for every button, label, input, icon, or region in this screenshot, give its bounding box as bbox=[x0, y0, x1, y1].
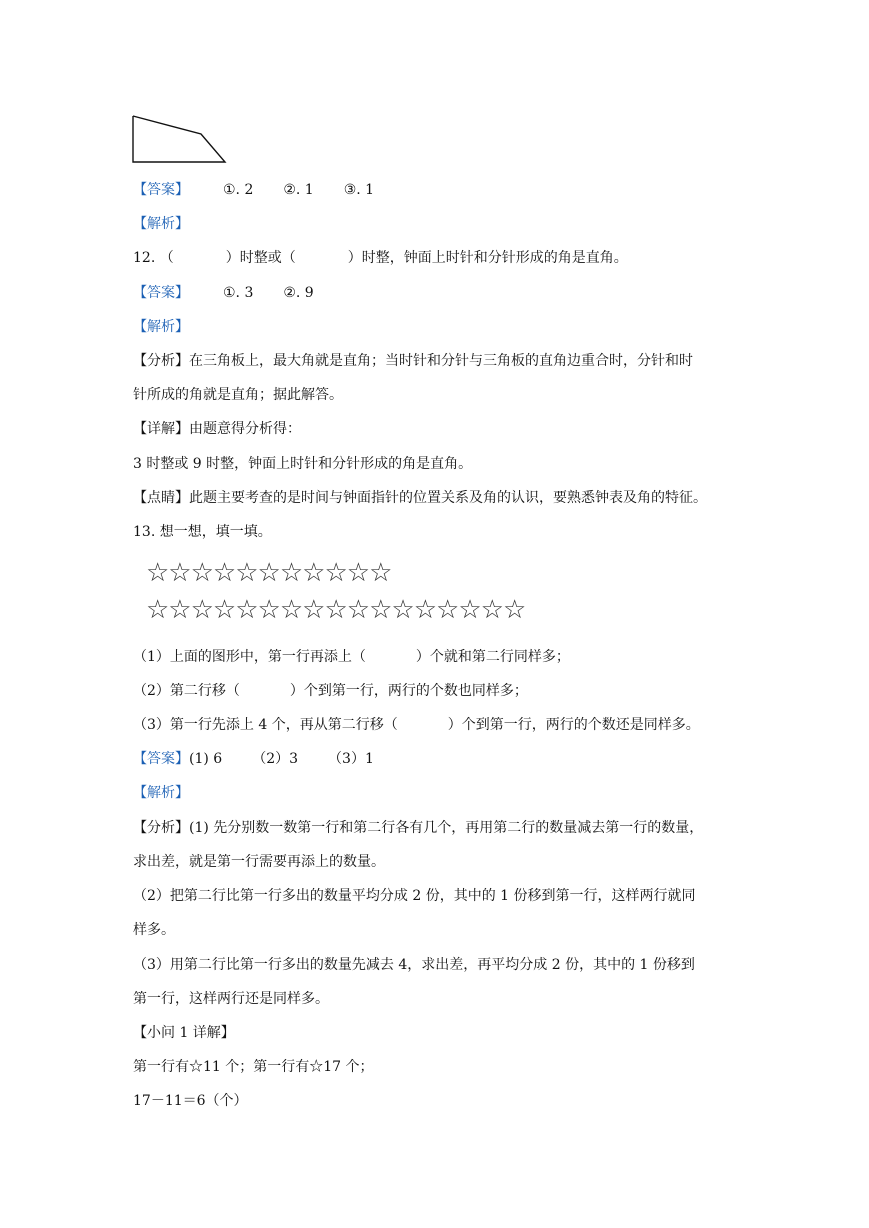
answer-tag: 【答案】 bbox=[133, 751, 189, 767]
q13-fenxi-1a: 【分析】(1) 先分别数一数第一行和第二行各有几个，再用第二行的数量减去第一行的数量， bbox=[133, 820, 704, 836]
q13-count: 第一行有☆11 个；第一行有☆17 个； bbox=[133, 1059, 374, 1075]
q13-sub2: （2）第二行移（ ）个到第一行，两行的个数也同样多； bbox=[133, 683, 528, 699]
answer-2: ②. 1 bbox=[283, 182, 314, 198]
answer-tag: 【答案】 bbox=[133, 182, 189, 198]
q13-sub3: （3）第一行先添上 4 个，再从第二行移（ ）个到第一行，两行的个数还是同样多。 bbox=[133, 717, 700, 733]
q13-fenxi-1b: 求出差，就是第一行需要再添上的数量。 bbox=[133, 854, 385, 870]
answer-1: (1) 6 bbox=[189, 751, 223, 767]
answer-2: （2）3 bbox=[252, 751, 299, 767]
q13-fenxi-2a: （2）把第二行比第一行多出的数量平均分成 2 份，其中的 1 份移到第一行，这样两行就同 bbox=[133, 888, 696, 904]
star-row-2: ☆☆☆☆☆☆☆☆☆☆☆☆☆☆☆☆☆ bbox=[146, 595, 526, 625]
star-row-1: ☆☆☆☆☆☆☆☆☆☆☆ bbox=[146, 558, 392, 588]
q13-calc: 17－11＝6（个） bbox=[133, 1093, 248, 1109]
q13-analysis-tag: 【解析】 bbox=[133, 785, 189, 801]
q12-result: 3 时整或 9 时整，钟面上时针和分针形成的角是直角。 bbox=[133, 456, 473, 472]
q12-fenxi-2: 针所成的角就是直角；据此解答。 bbox=[133, 387, 343, 403]
answer-2: ②. 9 bbox=[283, 285, 314, 301]
trapezoid-figure bbox=[131, 114, 231, 166]
answer-3: ③. 1 bbox=[343, 182, 375, 198]
answer-3: （3）1 bbox=[328, 751, 374, 767]
answer-1: ①. 3 bbox=[223, 285, 254, 301]
answer-1: ①. 2 bbox=[223, 182, 254, 198]
q11-answer-line bbox=[133, 180, 374, 200]
q13-sub1-tag: 【小问 1 详解】 bbox=[133, 1025, 235, 1041]
q13-fenxi-2b: 样多。 bbox=[133, 922, 175, 938]
q13-answer-line bbox=[133, 749, 374, 769]
q13-fenxi-3b: 第一行，这样两行还是同样多。 bbox=[133, 991, 329, 1007]
q13-fenxi-3a: （3）用第二行比第一行多出的数量先减去 4，求出差，再平均分成 2 份，其中的 1 份移到 bbox=[133, 957, 695, 973]
q13-title: 13. 想一想，填一填。 bbox=[133, 524, 272, 540]
q11-analysis-tag: 【解析】 bbox=[133, 216, 189, 232]
q12-dianjing: 【点睛】此题主要考查的是时间与钟面指针的位置关系及角的认识，要熟悉钟表及角的特征。 bbox=[133, 490, 707, 506]
q12-answer-line bbox=[133, 283, 314, 303]
q12-fenxi-1: 【分析】在三角板上，最大角就是直角；当时针和分针与三角板的直角边重合时，分针和时 bbox=[133, 353, 693, 369]
q12-analysis-tag: 【解析】 bbox=[133, 319, 189, 335]
answer-tag: 【答案】 bbox=[133, 285, 189, 301]
q13-sub1: （1）上面的图形中，第一行再添上（ ）个就和第二行同样多； bbox=[133, 649, 570, 665]
q12-question: 12. （ ）时整或（ ）时整，钟面上时针和分针形成的角是直角。 bbox=[133, 250, 628, 266]
q12-xiangjie: 【详解】由题意得分析得： bbox=[133, 421, 301, 437]
